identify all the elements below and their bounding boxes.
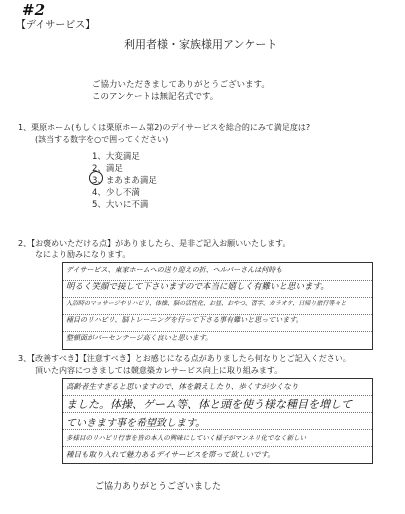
q3-prompt: 3、【改善すべき】【注意すべき】とお感じになる点がありましたら何なりとご記入ください。 bbox=[18, 354, 351, 363]
q1-option-1[interactable]: 1、大変満足 bbox=[92, 152, 140, 162]
q2-note: なにより励みになります。 bbox=[35, 250, 131, 259]
category-label: 【デイサービス】 bbox=[16, 20, 96, 31]
q3-answer-line-2: ました。体操、ゲーム等、体と頭を使う様な種目を増して bbox=[66, 398, 352, 411]
q1-option-3[interactable]: 3、まあまあ満足 bbox=[92, 176, 157, 186]
q1-note: (該当する数字を○で囲ってください) bbox=[35, 135, 169, 144]
q2-answer-line-1: デイサービス、東家ホームへの送り迎えの折、ヘルパーさんは何時も bbox=[66, 266, 283, 274]
q2-answer-line-4: 種目のリハビリ、脳トレーニングを行って下さる事有難いと思っています。 bbox=[66, 316, 303, 324]
q2-answer-line-3: 入浴時のマッサージやリハビリ、体操、脳の活性化、お昼、おやつ、習字、カラオケ、日帰り旅行等々と bbox=[66, 300, 347, 307]
intro-line-1: ご協力いただきましてありがとうございます。 bbox=[92, 80, 270, 90]
q2-prompt: 2、【お褒めいただける点】がありましたら、是非ご記入お願いいたします。 bbox=[18, 239, 291, 248]
q3-answer-line-5: 種目も取り入れて魅力あるデイサービスを帯って欲しいです。 bbox=[66, 450, 275, 459]
q1-prompt: 1、栗原ホーム(もしくは栗原ホーム第2)のデイサービスを総合的にみて満足度は? bbox=[18, 123, 311, 132]
q2-answer-line-2: 明るく笑顔で接して下さいますので本当に嬉しく有難いと思います。 bbox=[66, 282, 329, 292]
selected-answer-circle bbox=[89, 171, 103, 185]
q2-answer-line-5: 整頓面がバーセンテージ高く良いと思います。 bbox=[66, 334, 213, 342]
page-number: #2 bbox=[22, 1, 46, 19]
q3-answer-line-1: 高齢者生すぎると思いますので、体を鍛えしたり、歩くすが少くなり bbox=[66, 382, 299, 391]
q3-answer-line-4: 多様目のリハビリ行事を皆の本人の興味にしていく様子がマンネリ化でなく新しい bbox=[66, 434, 307, 442]
intro-line-2: このアンケートは無記名式です。 bbox=[92, 92, 219, 102]
q1-option-2[interactable]: 2、満足 bbox=[92, 164, 123, 174]
q1-option-5[interactable]: 5、大いに不満 bbox=[92, 200, 149, 210]
page-title: 利用者様・家族様用アンケート bbox=[124, 38, 278, 51]
footer-thanks: ご協力ありがとうございました bbox=[95, 482, 222, 492]
q1-option-4[interactable]: 4、少し不満 bbox=[92, 188, 140, 198]
q3-note: 頂いた内容につきましては競意築カレサービス向上に取り組みます。 bbox=[35, 366, 283, 375]
q3-answer-line-3: ていきます事を希望致します。 bbox=[66, 418, 206, 429]
